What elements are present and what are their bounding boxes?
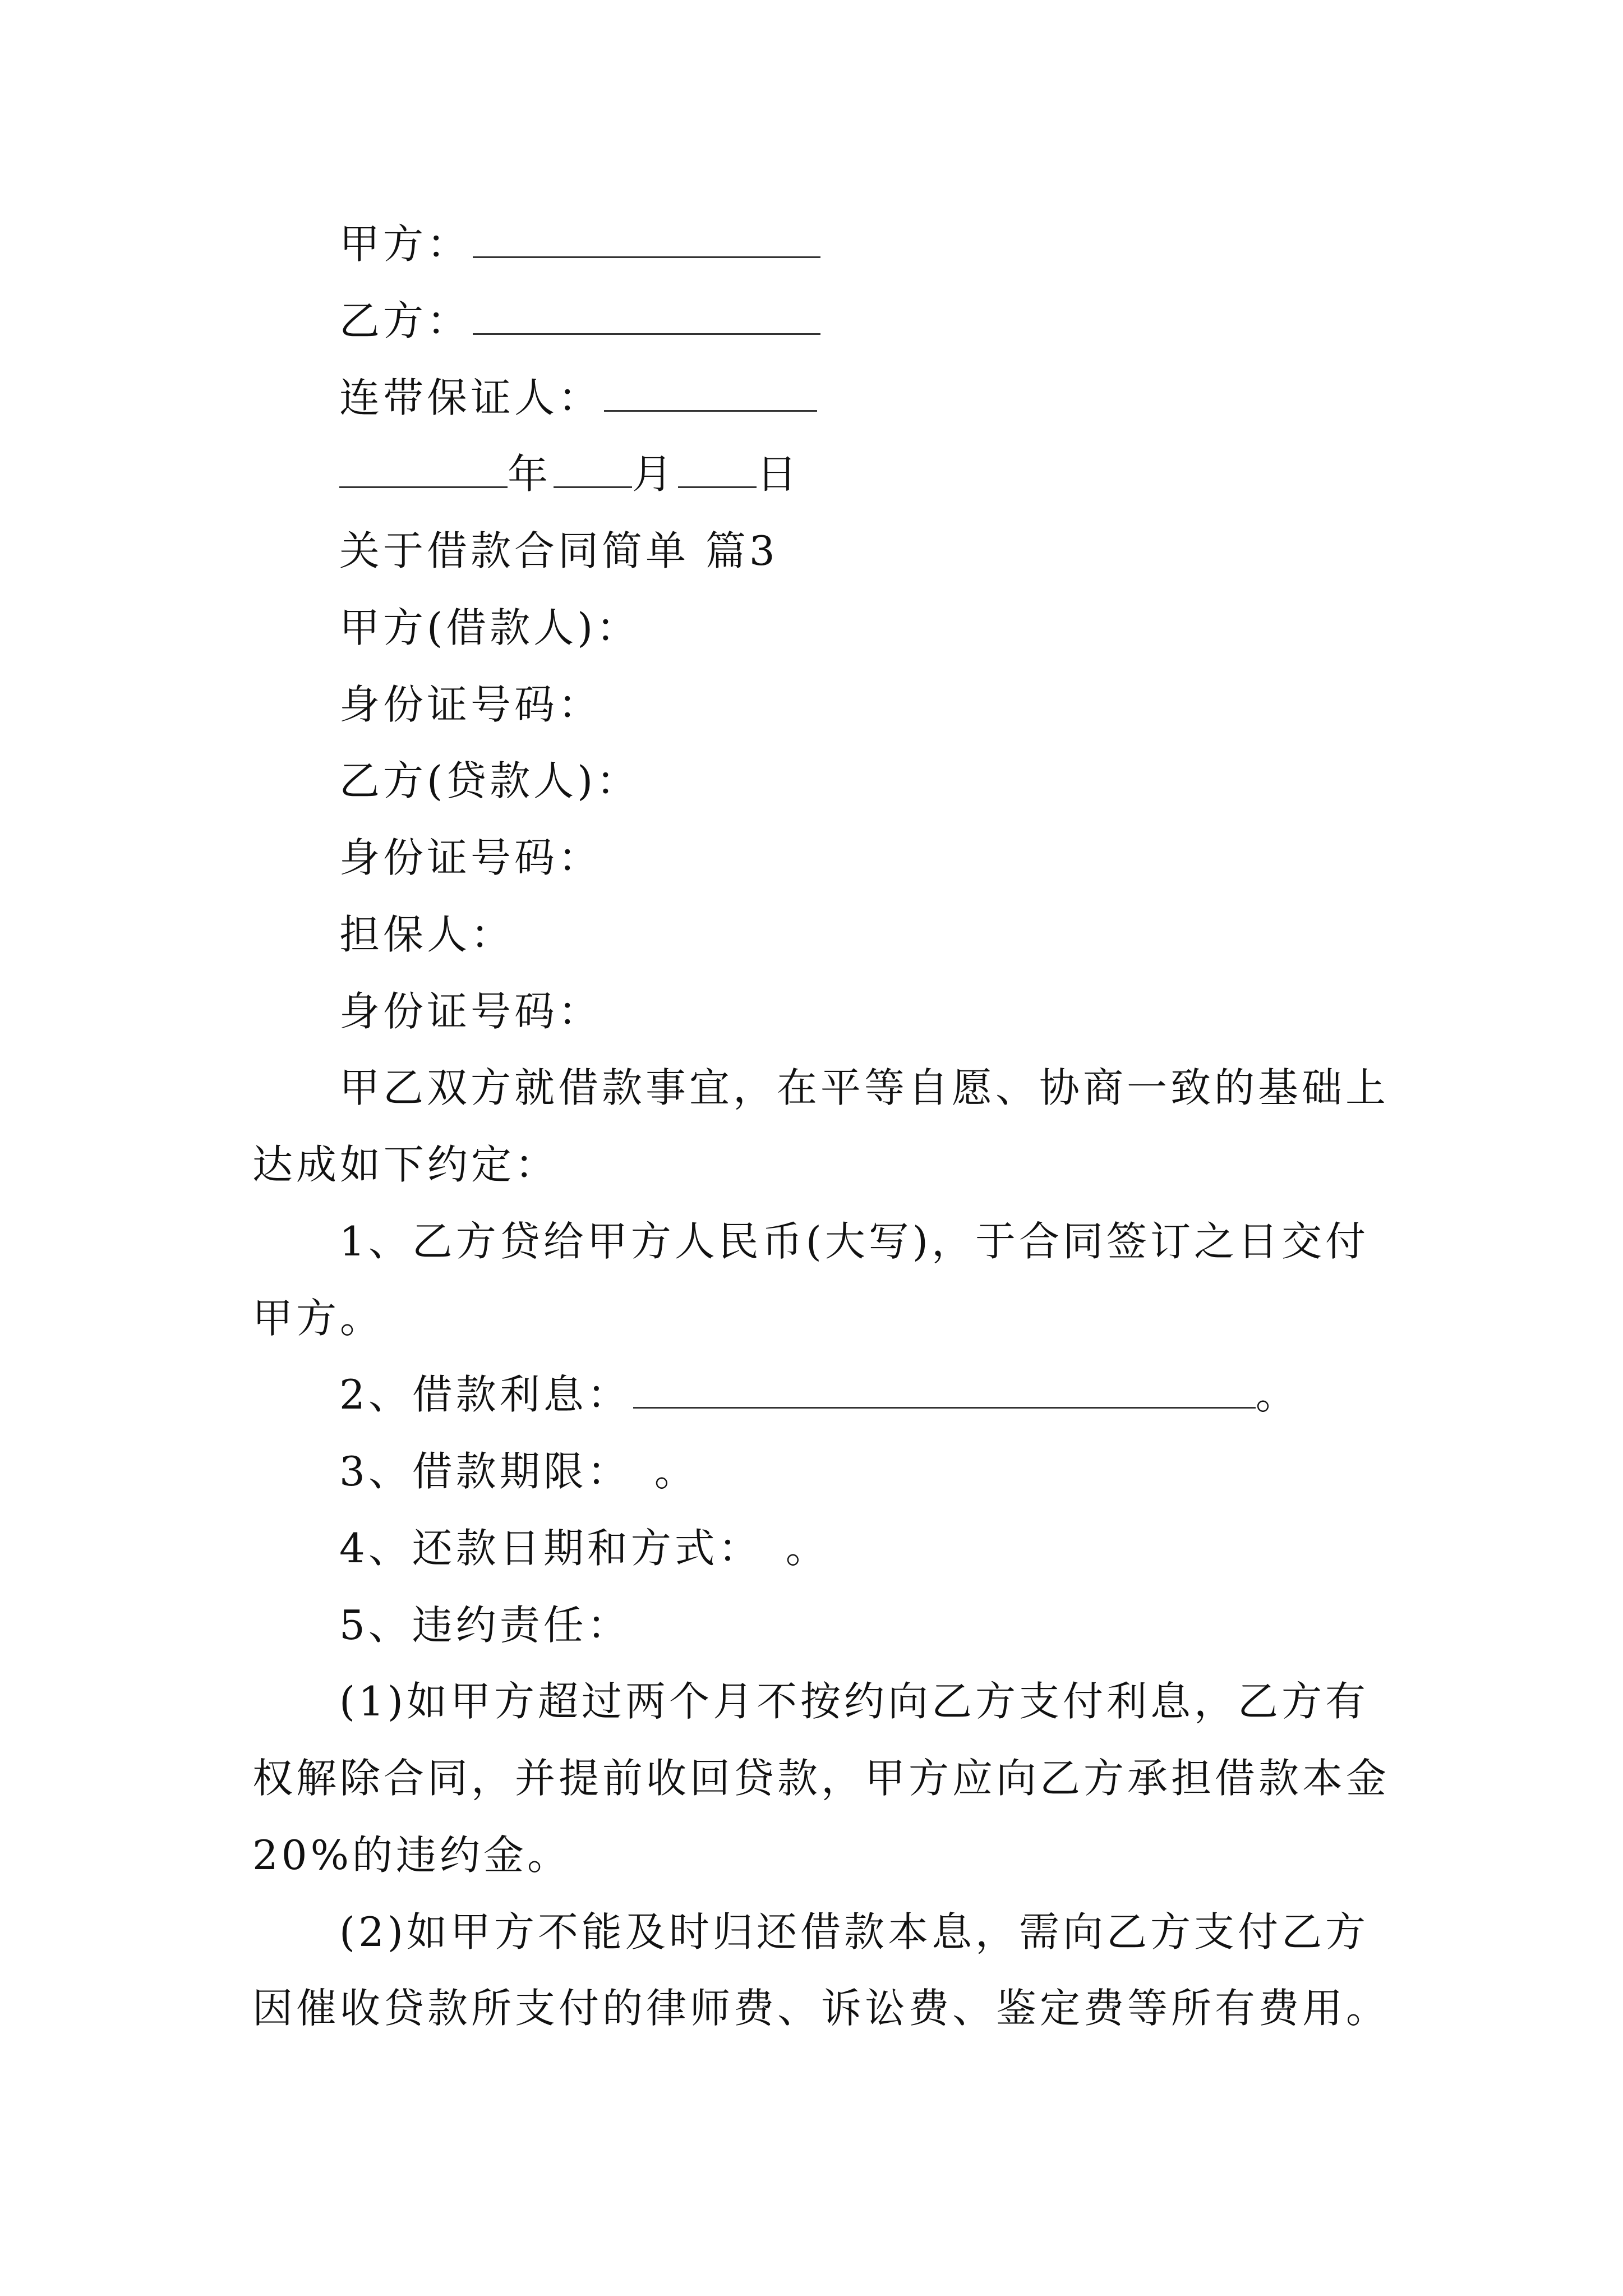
lender-label: 乙方(贷款人)： — [339, 757, 640, 804]
clause-2-line — [339, 1368, 1299, 1421]
party-a-blank — [473, 222, 820, 258]
intro-paragraph-line-1: 甲乙双方就借款事宜，在平等自愿、协商一致的基础上 — [339, 1064, 1390, 1111]
year-blank — [339, 452, 508, 488]
interest-blank — [633, 1372, 1256, 1409]
clause-2-end: 。 — [1255, 1371, 1299, 1418]
party-a-label: 甲方： — [339, 220, 471, 268]
penalty-1-line-3: 20%的违约金。 — [252, 1832, 571, 1879]
penalty-1-line-2: 权解除合同，并提前收回贷款，甲方应向乙方承担借款本金 — [252, 1755, 1390, 1802]
month-label: 月 — [632, 450, 676, 498]
clause-1-line-2: 甲方。 — [252, 1295, 384, 1342]
date-line — [339, 447, 800, 501]
party-a-signature-line — [339, 217, 820, 271]
penalty-2-line-1: (2)如甲方不能及时归还借款本息，需向乙方支付乙方 — [339, 1908, 1369, 1955]
section-title: 关于借款合同简单 篇3 — [339, 527, 778, 574]
day-label: 日 — [757, 450, 801, 498]
clause-3: 3、借款期限： 。 — [339, 1448, 698, 1495]
clause-2-label: 2、借款利息： — [339, 1371, 631, 1418]
party-b-blank — [473, 298, 820, 335]
clause-5: 5、违约责任： — [339, 1602, 631, 1649]
clause-1-line-1: 1、乙方贷给甲方人民币(大写)，于合同签订之日交付 — [339, 1218, 1369, 1265]
borrower-id-label: 身份证号码： — [339, 681, 602, 728]
guarantor-signature-label: 连带保证人： — [339, 374, 602, 421]
party-b-signature-line — [339, 294, 820, 348]
day-blank — [678, 452, 757, 488]
guarantor-id-label: 身份证号码： — [339, 988, 602, 1035]
party-b-label: 乙方： — [339, 297, 471, 344]
clause-4: 4、还款日期和方式： 。 — [339, 1525, 829, 1572]
penalty-1-line-1: (1)如甲方超过两个月不按约向乙方支付利息，乙方有 — [339, 1678, 1369, 1725]
guarantor-signature-line — [339, 371, 817, 425]
year-label: 年 — [508, 450, 552, 498]
month-blank — [554, 452, 632, 488]
borrower-label: 甲方(借款人)： — [339, 604, 640, 651]
intro-paragraph-line-2: 达成如下约定： — [252, 1141, 559, 1188]
lender-id-label: 身份证号码： — [339, 834, 602, 881]
penalty-2-line-2: 因催收贷款所支付的律师费、诉讼费、鉴定费等所有费用。 — [252, 1985, 1390, 2032]
guarantor-label: 担保人： — [339, 911, 515, 958]
guarantor-blank — [604, 375, 817, 412]
